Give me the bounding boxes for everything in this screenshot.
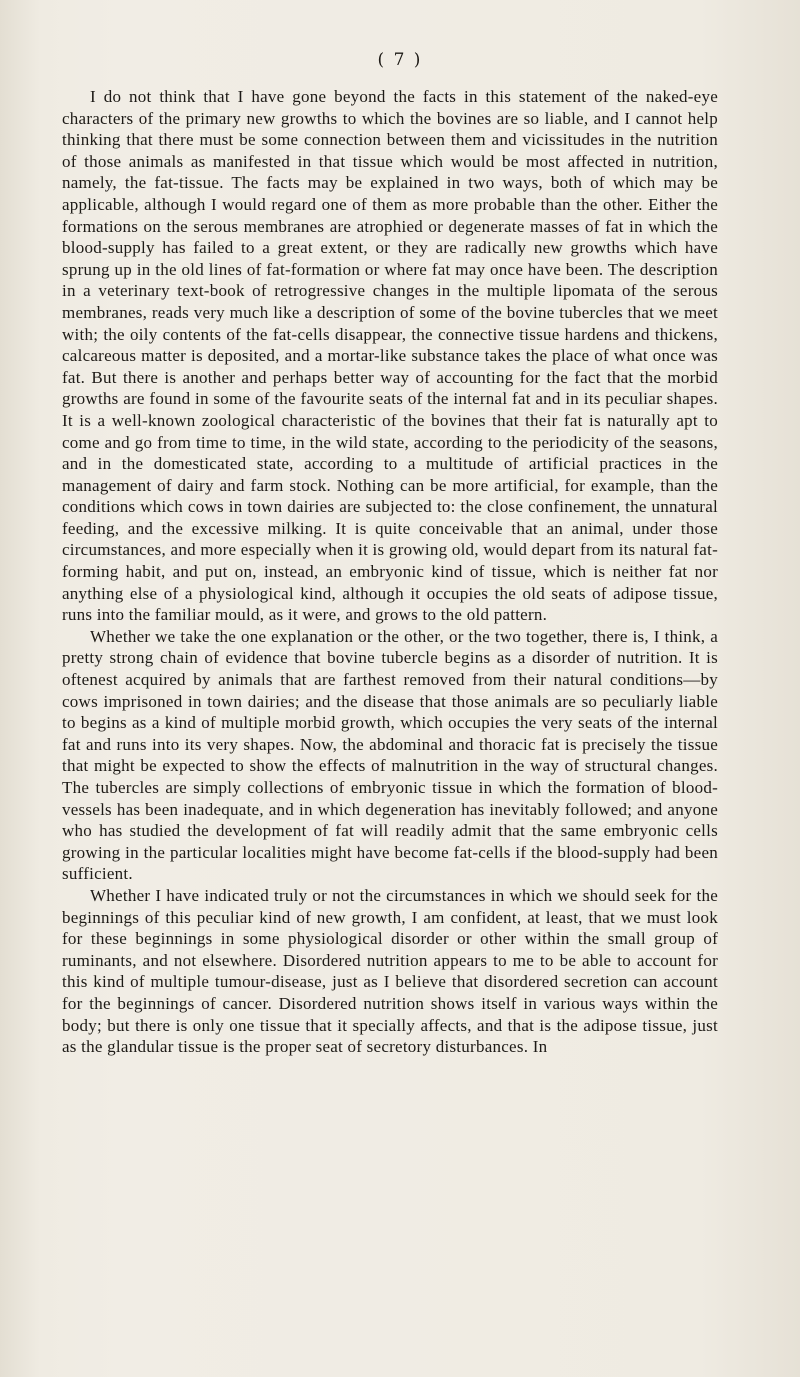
body-text xyxy=(62,86,718,1058)
page-number: ( 7 ) xyxy=(377,50,423,70)
paragraph-1: I do not think that I have gone beyond the facts in this statement of the naked-eye characters of the primary new growths to which the bovines are so liable, and I cannot help thinking that there must be some connection between them and vicissitudes in the nutrition of those animals as manifested in that tissue which would be most affected in nutrition, namely, the fat-tissue. The facts may be explained in two ways, both of which may be applicable, although I would regard one of them as more probable than the other. Either the formations on the serous membranes are atrophied or degenerate masses of fat in which the blood-supply has failed to a great extent, or they are radically new growths which have sprung up in the old lines of fat-formation or where fat may once have been. The description in a veterinary text-book of retrogressive changes in the multiple lipomata of the serous membranes, reads very much like a description of some of the bovine tubercles that we meet with; the oily contents of the fat-cells disappear, the connective tissue hardens and thickens, calcareous matter is deposited, and a mortar-like substance takes the place of what once was fat. But there is another and perhaps better way of accounting for the fact that the morbid growths are found in some of the favourite seats of the internal fat and in its peculiar shapes. It is a well-known zoological characteristic of the bovines that their fat is naturally apt to come and go from time to time, in the wild state, according to the periodicity of the seasons, and in the domesticated state, according to a multitude of artificial practices in the management of dairy and farm stock. Nothing can be more artificial, for example, than the conditions which cows in town dairies are subjected to: the close confinement, the unnatural feeding, and the excessive milking. It is quite conceivable that an animal, under those circumstances, and more especially when it is growing old, would depart from its natural fat-forming habit, and put on, instead, an embryonic kind of tissue, which is neither fat nor anything else of a physiological kind, although it occupies the old seats of adipose tissue, runs into the familiar mould, as it were, and grows to the old pattern. xyxy=(62,87,718,625)
paragraph-3: Whether I have indicated truly or not the circumstances in which we should seek for the beginnings of this peculiar kind of new growth, I am confident, at least, that we must look for these beginnings in some physiological disorder or other within the small group of ruminants, and not elsewhere. Disordered nutrition appears to me to be able to account for this kind of multiple tumour-disease, just as I believe that disordered secretion can account for the beginnings of cancer. Disordered nutrition shows itself in various ways within the body; but there is only one tissue that it specially affects, and that is the adipose tissue, just as the glandular tissue is the proper seat of secretory disturbances. In xyxy=(62,885,718,1057)
paragraph-2: Whether we take the one explanation or the other, or the two together, there is, I think, a pretty strong chain of evidence that bovine tubercle begins as a disorder of nutrition. It is oftenest acquired by animals that are farthest removed from their natural conditions—by cows imprisoned in town dairies; and the disease that those animals are so peculiarly liable to begins as a kind of multiple morbid growth, which occupies the very seats of the internal fat and runs into its very shapes. Now, the abdominal and thoracic fat is precisely the tissue that might be expected to show the effects of malnutrition in the way of structural changes. The tubercles are simply collections of embryonic tissue in which the formation of blood-vessels has been inadequate, and in which degeneration has inevitably followed; and anyone who has studied the development of fat will readily admit that the same embryonic cells growing in the particular localities might have become fat-cells if the blood-supply had been sufficient. xyxy=(62,626,718,884)
